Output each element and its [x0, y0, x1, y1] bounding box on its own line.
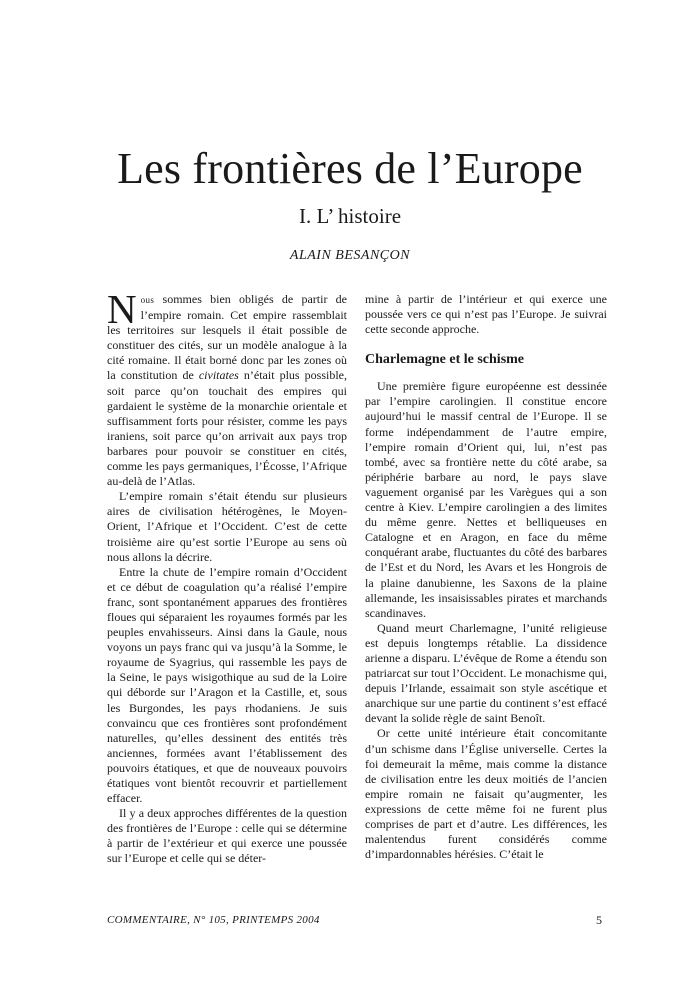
- right-column: [365, 292, 607, 862]
- paragraph-2: L’empire romain s’était étendu sur plusieurs aires de civilisation hétérogènes, le Moyen-Orient, l’Afrique et l’Occident. C’est de cette troisième aire qu’est sortie l’Europe au sens où nous allons la décrire.: [107, 489, 347, 564]
- drop-cap: N: [107, 286, 137, 332]
- article-title: Les frontières de l’Europe: [117, 144, 583, 193]
- opening-smallcaps: ous: [140, 295, 155, 305]
- paragraph-6: Quand meurt Charlemagne, l’unité religieuse est depuis longtemps rétablie. La dissidence arienne a disparu. L’évêque de Rome a étendu son patriarcat sur tout l’Occident. Le monachisme qui, depuis l’Irlande, essaimait son style ascétique et anarchique sur une partie du continent s’est effacé devant la solide règle de saint Benoît.: [365, 620, 607, 726]
- section-heading: Charlemagne et le schisme: [365, 352, 525, 368]
- paragraph-1: [107, 286, 347, 489]
- paragraph-1-italic: civitates: [198, 368, 239, 383]
- journal-citation: COMMENTAIRE, N° 105, PRINTEMPS 2004: [107, 914, 320, 926]
- paragraph-4: Il y a deux approches différentes de la question des frontières de l’Europe : celle qui se détermine à partir de l’extérieur et qui exerce une poussée sur l’Europe et celle qui se déter-: [107, 806, 347, 866]
- paragraph-4-continued: mine à partir de l’intérieur et qui exerce une poussée vers ce qui n’est pas l’Europe. Je suivrai cette seconde approche.: [365, 292, 607, 337]
- page-number: 5: [596, 913, 602, 927]
- article-author: ALAIN BESANÇON: [289, 248, 411, 263]
- paragraph-1-text-a: sommes bien obligés de partir de l’empire romain. Cet empire rassemblait les territoires sur lesquels il était possible de constituer des cités, sur un modèle analogue à la cité romaine. Il était borné donc par les zones où la constitution de: [107, 292, 347, 383]
- paragraph-7: Or cette unité intérieure était concomitante d’un schisme dans l’Église universelle. Certes la foi demeurait la même, mais comme la distance de civilisation entre les deux moitiés de l’ancien empire romain ne faisait qu’augmenter, les expressions de cette même foi ne furent plus comprises de part et d’autre. Les différences, les malentendus furent considérés comme d’impardonnables hérésies. C’était le: [365, 726, 607, 862]
- paragraph-1-text-b: n’était plus possible, soit parce qu’on touchait des empires qui gardaient le système de la monarchie orientale et suffisamment forts pour résister, comme les pays iraniens, soit parce qu’on arrivait aux pays trop barbares pour pouvoir se constituer en cités, comme les pays germaniques, l’Écosse, l’Afrique au-delà de l’Atlas.: [107, 368, 347, 489]
- left-column: [107, 286, 347, 867]
- paragraph-3: Entre la chute de l’empire romain d’Occident et ce début de coagulation qu’a réalisé l’empire franc, sont spontanément apparues des frontières floues qui séparaient les royaumes formés par les peuples envahisseurs. Ainsi dans la Gaule, nous voyons un pays franc qui va jusqu’à la Somme, le royaume de Syagrius, qui rassemble les pays de la Seine, le pays wisigothique au sud de la Loire qui déborde sur l’Aragon et la Castille, et, sous les Burgondes, les pays rhodaniens. Je suis convaincu que ces frontières sont profondément naturelles, qu’elles dessinent des entités très anciennes, formées avant l’établissement des pouvoirs étatiques, et que de nouveaux pouvoirs étatiques vont bientôt recouvrir et partiellement effacer.: [107, 564, 347, 806]
- paragraph-5: Une première figure européenne est dessinée par l’empire carolingien. Il constitue encore aujourd’hui le massif central de l’Europe. Il se forme indépendamment de l’autre empire, l’empire romain d’Orient qui, lui, n’est pas tombé, avec sa frontière nette du côté arabe, sa périphérie barbare au nord, le pays slave vaguement organisé par les Varègues qui a son centre à Kiev. L’empire carolingien a des limites du même genre. Nettes et belliqueuses en Catalogne et en Aragon, en face du même conquérant arabe, fluctuantes du côté des barbares de l’Est et du Nord, les Avars et les Hongrois de la plaine danubienne, les Saxons de la plaine allemande, les insaisissables pirates et marchands scandinaves.: [365, 379, 607, 620]
- article-subtitle: I. L’ histoire: [298, 204, 402, 228]
